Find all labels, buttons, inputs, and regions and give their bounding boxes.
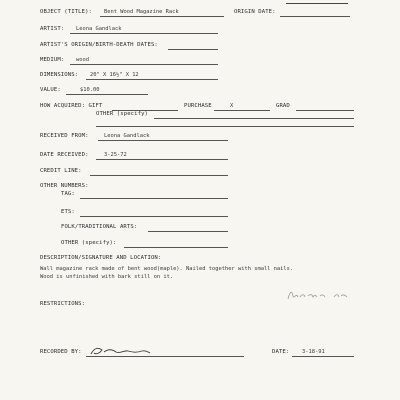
other-specify2-label: OTHER (specify): [61, 240, 117, 246]
how-acquired-label: HOW ACQUIRED: GIFT [40, 103, 103, 109]
top-field-box [286, 0, 348, 4]
other-specify-line-1 [154, 118, 354, 119]
recorded-by-label: RECORDED BY: [40, 349, 82, 355]
origin-date-label: ORIGIN DATE: [234, 9, 276, 15]
artist-line [70, 33, 218, 34]
artist-origin-label: ARTIST'S ORIGIN/BIRTH-DEATH DATES: [40, 42, 158, 48]
date-received-value: 3-25-72 [104, 152, 127, 158]
tag-label: TAG: [61, 191, 75, 197]
received-from-line [98, 140, 228, 141]
purchase-value: X [230, 103, 234, 109]
folk-label: FOLK/TRADITIONAL ARTS: [61, 224, 138, 230]
dimensions-value: 20" X 16½" X 12 [90, 72, 139, 78]
other-numbers-label: OTHER NUMBERS: [40, 183, 89, 189]
medium-value: wood [76, 57, 89, 63]
dimensions-label: DIMENSIONS: [40, 72, 79, 78]
grad-label: GRAD [276, 103, 290, 109]
medium-label: MEDIUM: [40, 57, 65, 63]
purchase-label: PURCHASE [184, 103, 212, 109]
description-line-1: Wall magazine rack made of bent wood(maple). Nailed together with small nails. [40, 266, 294, 272]
object-title-line [100, 16, 224, 17]
received-from-label: RECEIVED FROM: [40, 133, 89, 139]
value-line [66, 94, 148, 95]
other-specify-line-2 [96, 126, 354, 127]
received-from-value: Leona Gandlack [104, 133, 150, 139]
value-label: VALUE: [40, 87, 61, 93]
ets-label: ETS: [61, 209, 75, 215]
description-text [40, 265, 360, 281]
medium-line [70, 64, 218, 65]
description-label: DESCRIPTION/SIGNATURE AND LOCATION: [40, 255, 162, 261]
date-received-line [96, 159, 228, 160]
object-title-value: Bent Wood Magazine Rack [104, 9, 179, 15]
ets-line [80, 216, 228, 217]
origin-date-line [280, 16, 350, 17]
tag-line [80, 198, 228, 199]
other-specify2-line [124, 247, 228, 248]
object-title-label: OBJECT (TITLE): [40, 9, 93, 15]
date-received-label: DATE RECEIVED: [40, 152, 89, 158]
credit-line-line [90, 175, 228, 176]
value-value: $10.00 [80, 87, 100, 93]
artist-value: Leona Gandlack [76, 26, 122, 32]
date-line [292, 356, 354, 357]
date-value: 3-18-91 [302, 349, 325, 355]
other-specify-label: OTHER (specify) [96, 111, 149, 117]
credit-line-label: CREDIT LINE: [40, 168, 82, 174]
artist-origin-line [168, 49, 218, 50]
date-label: DATE: [272, 349, 290, 355]
dimensions-line [86, 79, 218, 80]
recorded-by-signature [88, 344, 152, 358]
purchase-line [214, 110, 270, 111]
artist-label: ARTIST: [40, 26, 65, 32]
handwritten-note-scribble [286, 288, 350, 302]
folk-line [148, 231, 228, 232]
description-line-2: Wood is unfinished with bark still on it. [40, 274, 174, 280]
grad-line [296, 110, 354, 111]
restrictions-label: RESTRICTIONS: [40, 301, 86, 307]
